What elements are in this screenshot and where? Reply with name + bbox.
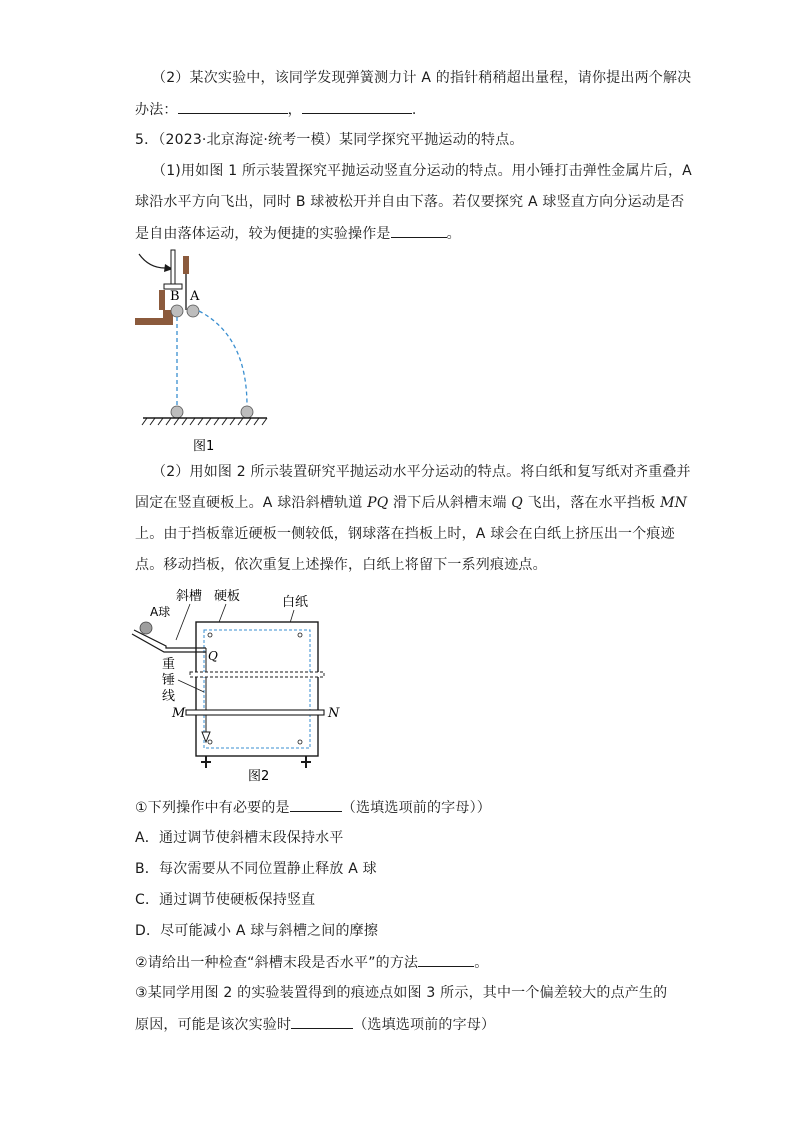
ground-hatching — [142, 418, 267, 425]
ball-a-icon — [140, 622, 152, 634]
q5-part2-line2-c: 飞出，落在水平挡板 — [522, 495, 661, 511]
label-paper: 白纸 — [282, 595, 309, 610]
q5-part2-line4: 点。移动挡板，依次重复上述操作，白纸上将留下一系列痕迹点。 — [135, 557, 547, 573]
label-board: 硬板 — [214, 589, 241, 604]
hammer-handle-icon — [171, 250, 175, 286]
label-b: B — [170, 289, 180, 304]
label-plumb-2: 锤 — [162, 673, 176, 688]
ball-a-icon — [187, 305, 199, 317]
hammer-arrow-icon — [139, 254, 165, 268]
option-b[interactable]: B．每次需要从不同位置静止释放 A 球 — [135, 861, 377, 877]
sub-question-2-end: 。 — [474, 955, 489, 971]
q4-part2-line1: （2）某次实验中，该同学发现弹簧测力计 A 的指针稍稍超出量程，请你提出两个解决 — [152, 70, 692, 86]
answer-blank-sub2[interactable] — [418, 952, 474, 967]
answer-blank-sub1[interactable] — [290, 797, 342, 812]
symbol-pq: PQ — [367, 495, 389, 511]
q5-part2-line2 — [135, 493, 687, 513]
symbol-mn: MN — [660, 495, 688, 511]
platform-icon — [135, 318, 173, 325]
label-chute: 斜槽 — [176, 589, 203, 604]
label-ball: A球 — [150, 605, 171, 619]
parabolic-trajectory — [199, 311, 247, 406]
q5-part2-line2-a: 固定在竖直硬板上。A 球沿斜槽轨道 — [135, 495, 368, 511]
chute-bottom-edge — [132, 634, 206, 652]
label-a: A — [190, 289, 200, 304]
q5-part2-line1: （2）用如图 2 所示装置研究平抛运动水平分运动的特点。将白纸和复写纸对齐重叠并 — [152, 464, 691, 480]
option-a[interactable]: A．通过调节使斜槽末段保持水平 — [135, 830, 344, 846]
option-d[interactable]: D．尽可能减小 A 球与斜槽之间的摩擦 — [135, 923, 379, 939]
q4-answer-prefix: 办法： — [135, 102, 178, 118]
ball-a-landed-icon — [241, 406, 253, 418]
baffle-mn[interactable] — [186, 710, 324, 715]
sub-question-1 — [135, 797, 491, 818]
q5-part1-line2: 球沿水平方向飞出，同时 B 球被松开并自由下落。若仅要探究 A 球竖直方向分运动是否 — [135, 194, 685, 210]
figure-1-caption: 图1 — [193, 439, 215, 454]
clamp-icon — [159, 290, 165, 310]
label-m: M — [172, 706, 186, 721]
label-q: Q — [208, 649, 218, 663]
symbol-q: Q — [511, 495, 523, 511]
q4-end-period: . — [411, 102, 417, 118]
sub-question-3-text: 原因，可能是该次实验时 — [135, 1017, 292, 1033]
q5-part2-line3: 上。由于挡板靠近硬板一侧较低，钢球落在挡板上时，A 球会在白纸上挤压出一个痕迹 — [135, 526, 675, 542]
hard-board — [196, 622, 318, 756]
option-c[interactable]: C．通过调节使硬板保持竖直 — [135, 892, 316, 908]
q4-separator: ， — [287, 102, 302, 118]
q4-part2-line2 — [135, 99, 416, 120]
board-feet — [201, 756, 311, 768]
q5-part1-line3 — [135, 223, 461, 244]
answer-blank-2[interactable] — [302, 99, 412, 114]
figure-1-apparatus — [135, 248, 275, 458]
ball-b-icon — [171, 305, 183, 317]
figure-2-caption: 图2 — [248, 769, 270, 784]
sub-question-3-line2 — [135, 1014, 495, 1035]
answer-blank-sub3[interactable] — [291, 1014, 353, 1029]
q5-part1-line1: （1)用如图 1 所示装置探究平抛运动竖直分运动的特点。用小锤打击弹性金属片后，A — [152, 163, 692, 179]
sub-question-2-text: ②请给出一种检查“斜槽末段是否水平”的方法 — [135, 955, 419, 971]
q5-header: 5．（2023·北京海淀·统考一模）某同学探究平抛运动的特点。 — [135, 132, 524, 148]
ball-b-landed-icon — [171, 406, 183, 418]
label-plumb-1: 重 — [162, 657, 176, 672]
metal-plate-icon — [183, 256, 189, 274]
q5-part1-line3-text: 是自由落体运动，较为便捷的实验操作是 — [135, 226, 391, 242]
label-plumb-3: 线 — [162, 689, 176, 704]
label-n: N — [328, 706, 340, 721]
q5-part2-line2-b: 滑下后从斜槽末端 — [388, 495, 512, 511]
answer-blank-part1[interactable] — [391, 223, 447, 238]
sub-question-3-end: （选填选项前的字母） — [353, 1017, 496, 1033]
previous-baffle-position — [190, 672, 324, 677]
sub-question-1-end: （选填选项前的字母）） — [341, 800, 491, 816]
chute-leader-line — [176, 604, 190, 640]
sub-question-1-text: ①下列操作中有必要的是 — [135, 800, 290, 816]
answer-blank-1[interactable] — [178, 99, 288, 114]
q5-part1-line3-end: 。 — [446, 226, 461, 242]
sub-question-3-line1: ③某同学用图 2 的实验装置得到的痕迹点如图 3 所示，其中一个偏差较大的点产生的 — [135, 985, 668, 1001]
sub-question-2 — [135, 952, 488, 973]
figure-2-apparatus — [128, 584, 358, 790]
